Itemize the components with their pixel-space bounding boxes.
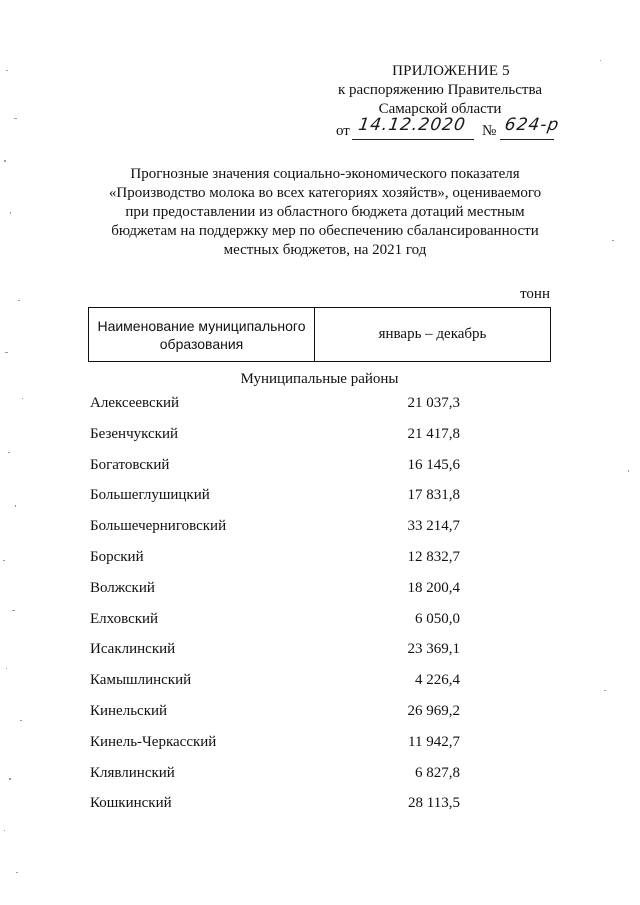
title-line: бюджетам на поддержку мер по обеспечению сбалансированности <box>111 223 539 239</box>
milk-production-value: 33 214,7 <box>407 518 460 535</box>
table-body <box>90 395 470 826</box>
document-title <box>90 165 560 260</box>
unit-label: тонн <box>520 286 550 302</box>
milk-production-value: 28 113,5 <box>408 795 460 812</box>
milk-production-value: 21 417,8 <box>407 425 460 442</box>
section-heading: Муниципальные районы <box>240 371 399 387</box>
milk-production-value: 4 226,4 <box>415 672 460 689</box>
decree-date-handwritten: 14.12.2020 <box>356 115 468 135</box>
appendix-region-line: Самарской области <box>378 101 502 117</box>
milk-production-value: 18 200,4 <box>407 579 460 596</box>
municipality-name: Елховский <box>90 610 159 627</box>
title-line: при предоставлении из областного бюджета дотаций местным <box>125 204 525 220</box>
table-row <box>90 765 470 796</box>
municipality-name: Большеглушицкий <box>90 487 210 504</box>
title-line: Прогнозные значения социально-экономического показателя <box>130 166 520 182</box>
milk-production-value: 12 832,7 <box>407 548 460 565</box>
appendix-decree-line: к распоряжению Правительства <box>337 82 542 98</box>
milk-production-value: 23 369,1 <box>407 641 460 658</box>
milk-production-value: 21 037,3 <box>407 395 460 411</box>
table-row <box>90 795 470 826</box>
title-line: «Производство молока во всех категориях хозяйств», оцениваемого <box>108 185 542 201</box>
number-label: № <box>482 123 497 139</box>
milk-production-value: 16 145,6 <box>407 456 460 473</box>
from-label: от <box>336 123 350 139</box>
table-row <box>90 487 470 518</box>
decree-number-line <box>320 115 561 142</box>
table-row <box>90 703 470 734</box>
table-row <box>90 580 470 611</box>
title-line: местных бюджетов, на 2021 год <box>223 242 427 258</box>
municipality-name: Кинель-Черкасский <box>90 733 217 750</box>
municipality-name: Большечерниговский <box>90 518 227 535</box>
number-underline <box>500 139 554 140</box>
column-header-period: январь – декабрь <box>378 326 487 342</box>
table-row <box>90 611 470 642</box>
municipality-name: Кинельский <box>90 702 168 719</box>
milk-production-value: 11 942,7 <box>408 733 460 750</box>
appendix-header <box>320 62 560 142</box>
municipality-name: Богатовский <box>90 456 170 473</box>
municipality-name: Камышлинский <box>90 672 192 689</box>
column-header-municipality: Наименование муниципального образования <box>89 308 315 361</box>
table-row <box>90 395 470 426</box>
table-row <box>90 518 470 549</box>
table-row <box>90 426 470 457</box>
decree-number-handwritten: 624-р <box>503 115 561 135</box>
table-row <box>90 457 470 488</box>
municipality-name: Безенчукский <box>90 425 179 442</box>
date-underline <box>352 139 474 140</box>
table-row <box>90 549 470 580</box>
milk-production-value: 6 827,8 <box>415 764 460 781</box>
milk-production-value: 17 831,8 <box>407 487 460 504</box>
municipality-name: Клявлинский <box>90 764 175 781</box>
table-header <box>88 307 551 362</box>
milk-production-value: 26 969,2 <box>407 702 460 719</box>
municipality-name: Исаклинский <box>90 641 176 658</box>
appendix-title: ПРИЛОЖЕНИЕ 5 <box>392 63 510 79</box>
municipality-name: Кошкинский <box>90 795 172 812</box>
municipality-name: Алексеевский <box>90 395 180 411</box>
municipality-name: Борский <box>90 548 144 565</box>
municipality-name: Волжский <box>90 579 155 596</box>
table-row <box>90 734 470 765</box>
milk-production-value: 6 050,0 <box>415 610 460 627</box>
table-row <box>90 672 470 703</box>
table-row <box>90 641 470 672</box>
